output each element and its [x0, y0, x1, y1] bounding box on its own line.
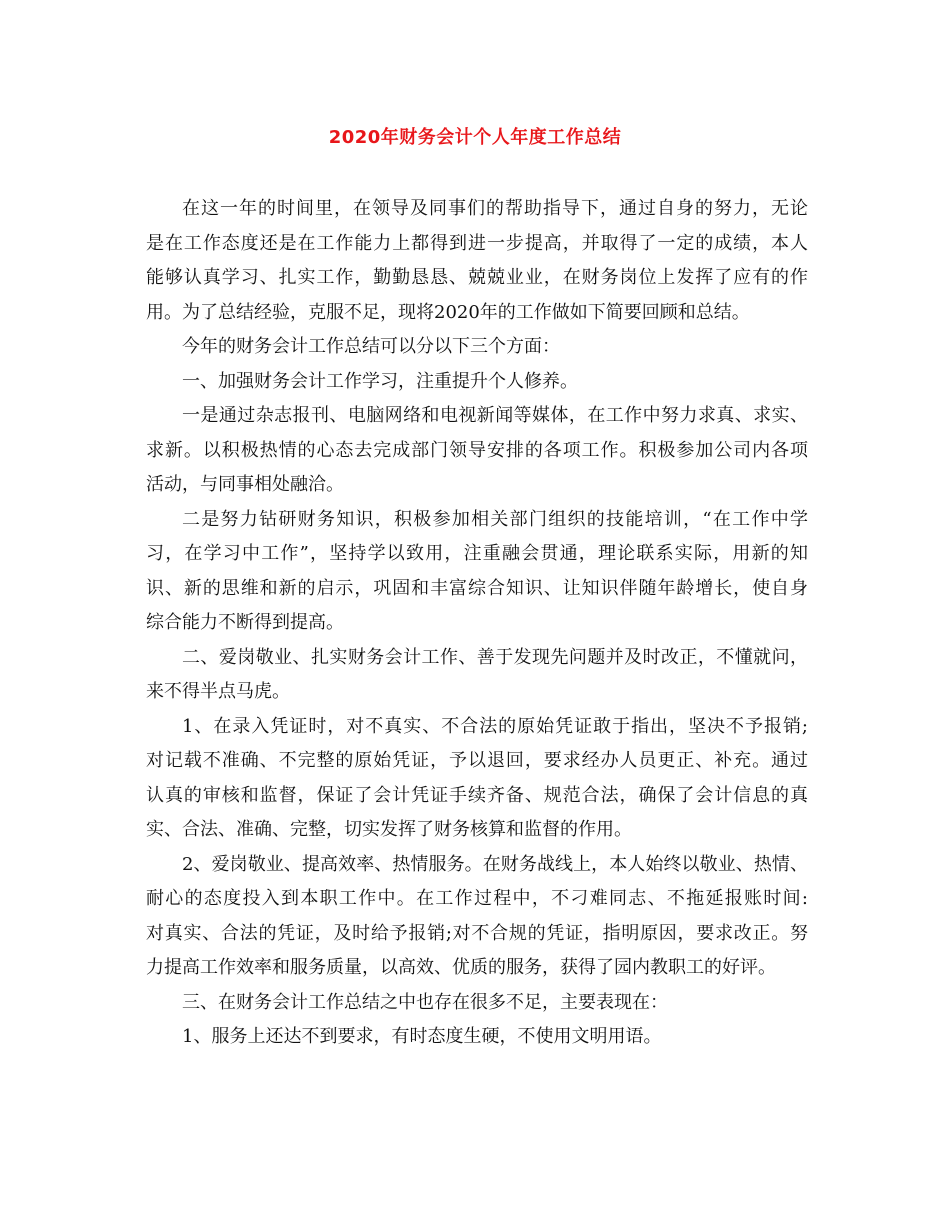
section-heading: 一、加强财务会计工作学习，注重提升个人修养。 [182, 370, 578, 392]
paragraph-line: 1、服务上还达不到要求，有时态度生硬，不使用文明用语。 [182, 1026, 662, 1047]
paragraph-line: 对真实、合法的凭证，及时给予报销;对不合规的凭证，指明原因，要求改正。努 [146, 922, 808, 944]
paragraph-line: 认真的审核和监督，保证了会计凭证手续齐备、规范合法，确保了会计信息的真 [146, 784, 808, 806]
paragraph-line: 1、在录入凭证时，对不真实、不合法的原始凭证敢于指出，坚决不予报销; [182, 715, 808, 737]
paragraph-line: 实、合法、准确、完整，切实发挥了财务核算和监督的作用。 [146, 819, 632, 840]
section-heading: 来不得半点马虎。 [146, 681, 290, 702]
section-heading: 二、爱岗敬业、扎实财务会计工作、善于发现先问题并及时改正，不懂就问， [182, 646, 808, 668]
paragraph-line: 是在工作态度还是在工作能力上都得到进一步提高，并取得了一定的成绩，本人 [146, 232, 808, 254]
paragraph-line: 习，在学习中工作”，坚持学以致用，注重融会贯通，理论联系实际，用新的知 [146, 543, 808, 564]
paragraph-line: 今年的财务会计工作总结可以分以下三个方面： [182, 336, 560, 357]
paragraph-line: 识、新的思维和新的启示，巩固和丰富综合知识、让知识伴随年龄增长，使自身 [146, 577, 808, 599]
paragraph-line: 耐心的态度投入到本职工作中。在工作过程中，不刁难同志、不拖延报账时间: [146, 888, 808, 909]
paragraph-line: 对记载不准确、不完整的原始凭证，予以退回，要求经办人员更正、补充。通过 [146, 750, 808, 771]
paragraph-line: 综合能力不断得到提高。 [146, 612, 344, 633]
paragraph-line: 在这一年的时间里，在领导及同事们的帮助指导下，通过自身的努力，无论 [182, 198, 808, 219]
paragraph-line: 二是努力钻研财务知识，积极参加相关部门组织的技能培训，“在工作中学 [182, 508, 808, 530]
paragraph-line: 活动，与同事相处融洽。 [146, 474, 344, 495]
document-title: 2020年财务会计个人年度工作总结 [328, 127, 622, 148]
section-heading: 三、在财务会计工作总结之中也存在很多不足，主要表现在： [182, 991, 668, 1013]
paragraph-line: 求新。以积极热情的心态去完成部门领导安排的各项工作。积极参加公司内各项 [146, 439, 808, 461]
document-body [146, 192, 808, 1055]
paragraph-line: 一是通过杂志报刊、电脑网络和电视新闻等媒体，在工作中努力求真、求实、 [182, 405, 808, 426]
paragraph-line: 能够认真学习、扎实工作，勤勤恳恳、兢兢业业，在财务岗位上发挥了应有的作 [146, 267, 808, 288]
paragraph-line: 2、爱岗敬业、提高效率、热情服务。在财务战线上，本人始终以敬业、热情、 [182, 853, 808, 875]
paragraph-line: 力提高工作效率和服务质量，以高效、优质的服务，获得了园内教职工的好评。 [146, 957, 776, 978]
paragraph-line: 用。为了总结经验，克服不足，现将2020年的工作做如下简要回顾和总结。 [146, 301, 750, 323]
